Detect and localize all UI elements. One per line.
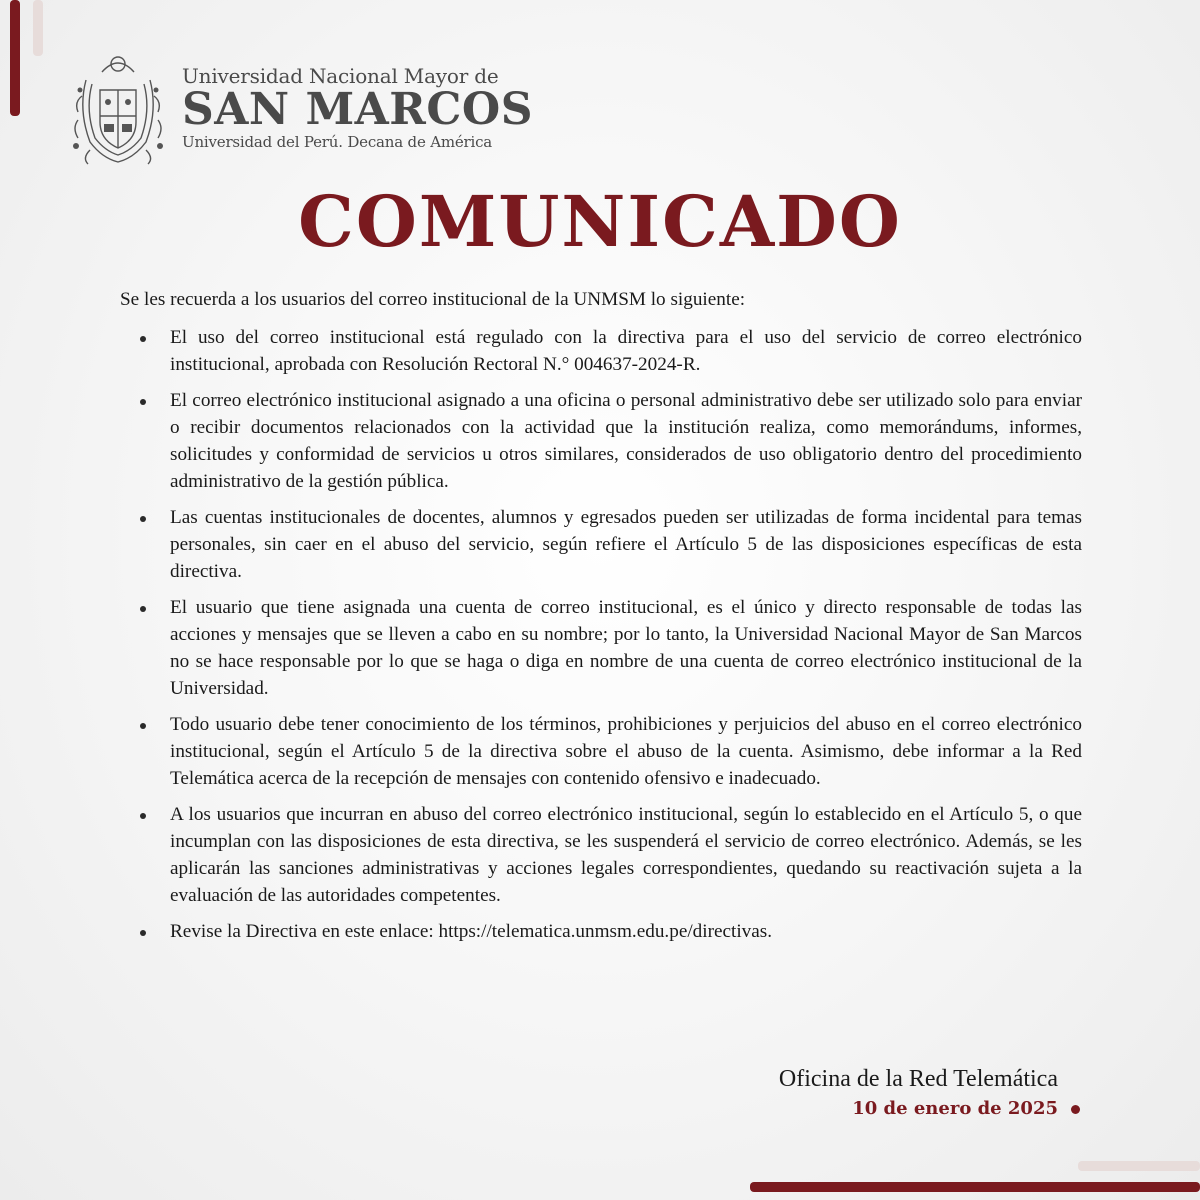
intro-paragraph: Se les recuerda a los usuarios del correo institucional de la UNMSM lo siguiente:: [120, 289, 746, 310]
brand-line-top: Universidad Nacional Mayor de: [182, 64, 499, 88]
bottom-right-light-bar: [1078, 1161, 1200, 1171]
university-crest-icon: [68, 50, 168, 166]
list-item: [120, 594, 1082, 702]
bullet-icon: [140, 930, 146, 936]
list-item: [120, 504, 1082, 585]
brand-line-sub: Universidad del Perú. Decana de América: [182, 133, 493, 151]
list-item: [120, 387, 1082, 495]
list-item: [120, 324, 1082, 378]
bullet-icon: [140, 399, 146, 405]
bullet-icon: [140, 813, 146, 819]
bottom-right-accent-bar: [750, 1182, 1200, 1192]
bullet-icon: [140, 723, 146, 729]
top-left-accent-bar: [10, 0, 20, 116]
page-title: COMUNICADO: [298, 180, 902, 263]
list-item-text: Todo usuario debe tener conocimiento de los términos, prohibiciones y perjuicios del abuso en el correo electrónico institucional, según el Artículo 5 de la directiva sobre el abuso de la cuenta. Asimismo, debe informar a la Red Telemática acerca de la recepción de mensajes con contenido ofensivo e inadecuado.: [170, 714, 1082, 789]
top-left-light-bar: [33, 0, 43, 56]
signature-block: [779, 1064, 1058, 1124]
list-item: [120, 918, 1082, 945]
list-item-text: El uso del correo institucional está regulado con la directiva para el uso del servicio de correo electrónico institucional, aprobada con Resolución Rectoral N.° 004637-2024-R.: [170, 327, 1082, 375]
list-item: [120, 711, 1082, 792]
list-item-text: El correo electrónico institucional asignado a una oficina o personal administrativo debe ser utilizado solo para enviar o recibir documentos relacionados con la actividad que la institución realiza, como memorándums, informes, solicitudes y conformidad de servicios u otros similares, considerados de uso obligatorio dentro del procedimiento administrativo de la gestión pública.: [170, 390, 1082, 492]
list-item-text: Las cuentas institucionales de docentes, alumnos y egresados pueden ser utilizadas de forma incidental para temas personales, sin caer en el abuso del servicio, según refiere el Artículo 5 de las disposiciones específicas de esta directiva.: [170, 507, 1082, 582]
list-item: [120, 801, 1082, 909]
bullet-icon: [140, 516, 146, 522]
bullet-icon: [140, 336, 146, 342]
list-item-text: Revise la Directiva en este enlace: https://telematica.unmsm.edu.pe/directivas.: [170, 921, 773, 942]
signature-office: Oficina de la Red Telemática: [778, 1066, 1058, 1092]
list-item-text: El usuario que tiene asignada una cuenta de correo institucional, es el único y directo responsable de todas las acciones y mensajes que se lleven a cabo en su nombre; por lo tanto, la Universidad Nacional Mayor de San Marcos no se hace responsable por lo que se haga o diga en nombre de una cuenta de correo electrónico institucional de la Universidad.: [170, 597, 1082, 699]
date-dot-icon: [1071, 1105, 1080, 1114]
university-name: [182, 65, 533, 151]
notice-list: [120, 324, 1082, 954]
signature-date: 10 de enero de 2025: [852, 1098, 1058, 1119]
list-item-text: A los usuarios que incurran en abuso del correo electrónico institucional, según lo establecido en el Artículo 5, o que incumplan con las disposiciones de esta directiva, se les suspenderá el servicio de correo electrónico. Además, se les aplicarán las sanciones administrativas y acciones legales correspondientes, quedando su reactivación sujeta a la evaluación de las autoridades competentes.: [170, 804, 1082, 906]
brand-line-main: SAN MARCOS: [182, 84, 533, 135]
university-header: [68, 50, 533, 166]
bullet-icon: [140, 606, 146, 612]
